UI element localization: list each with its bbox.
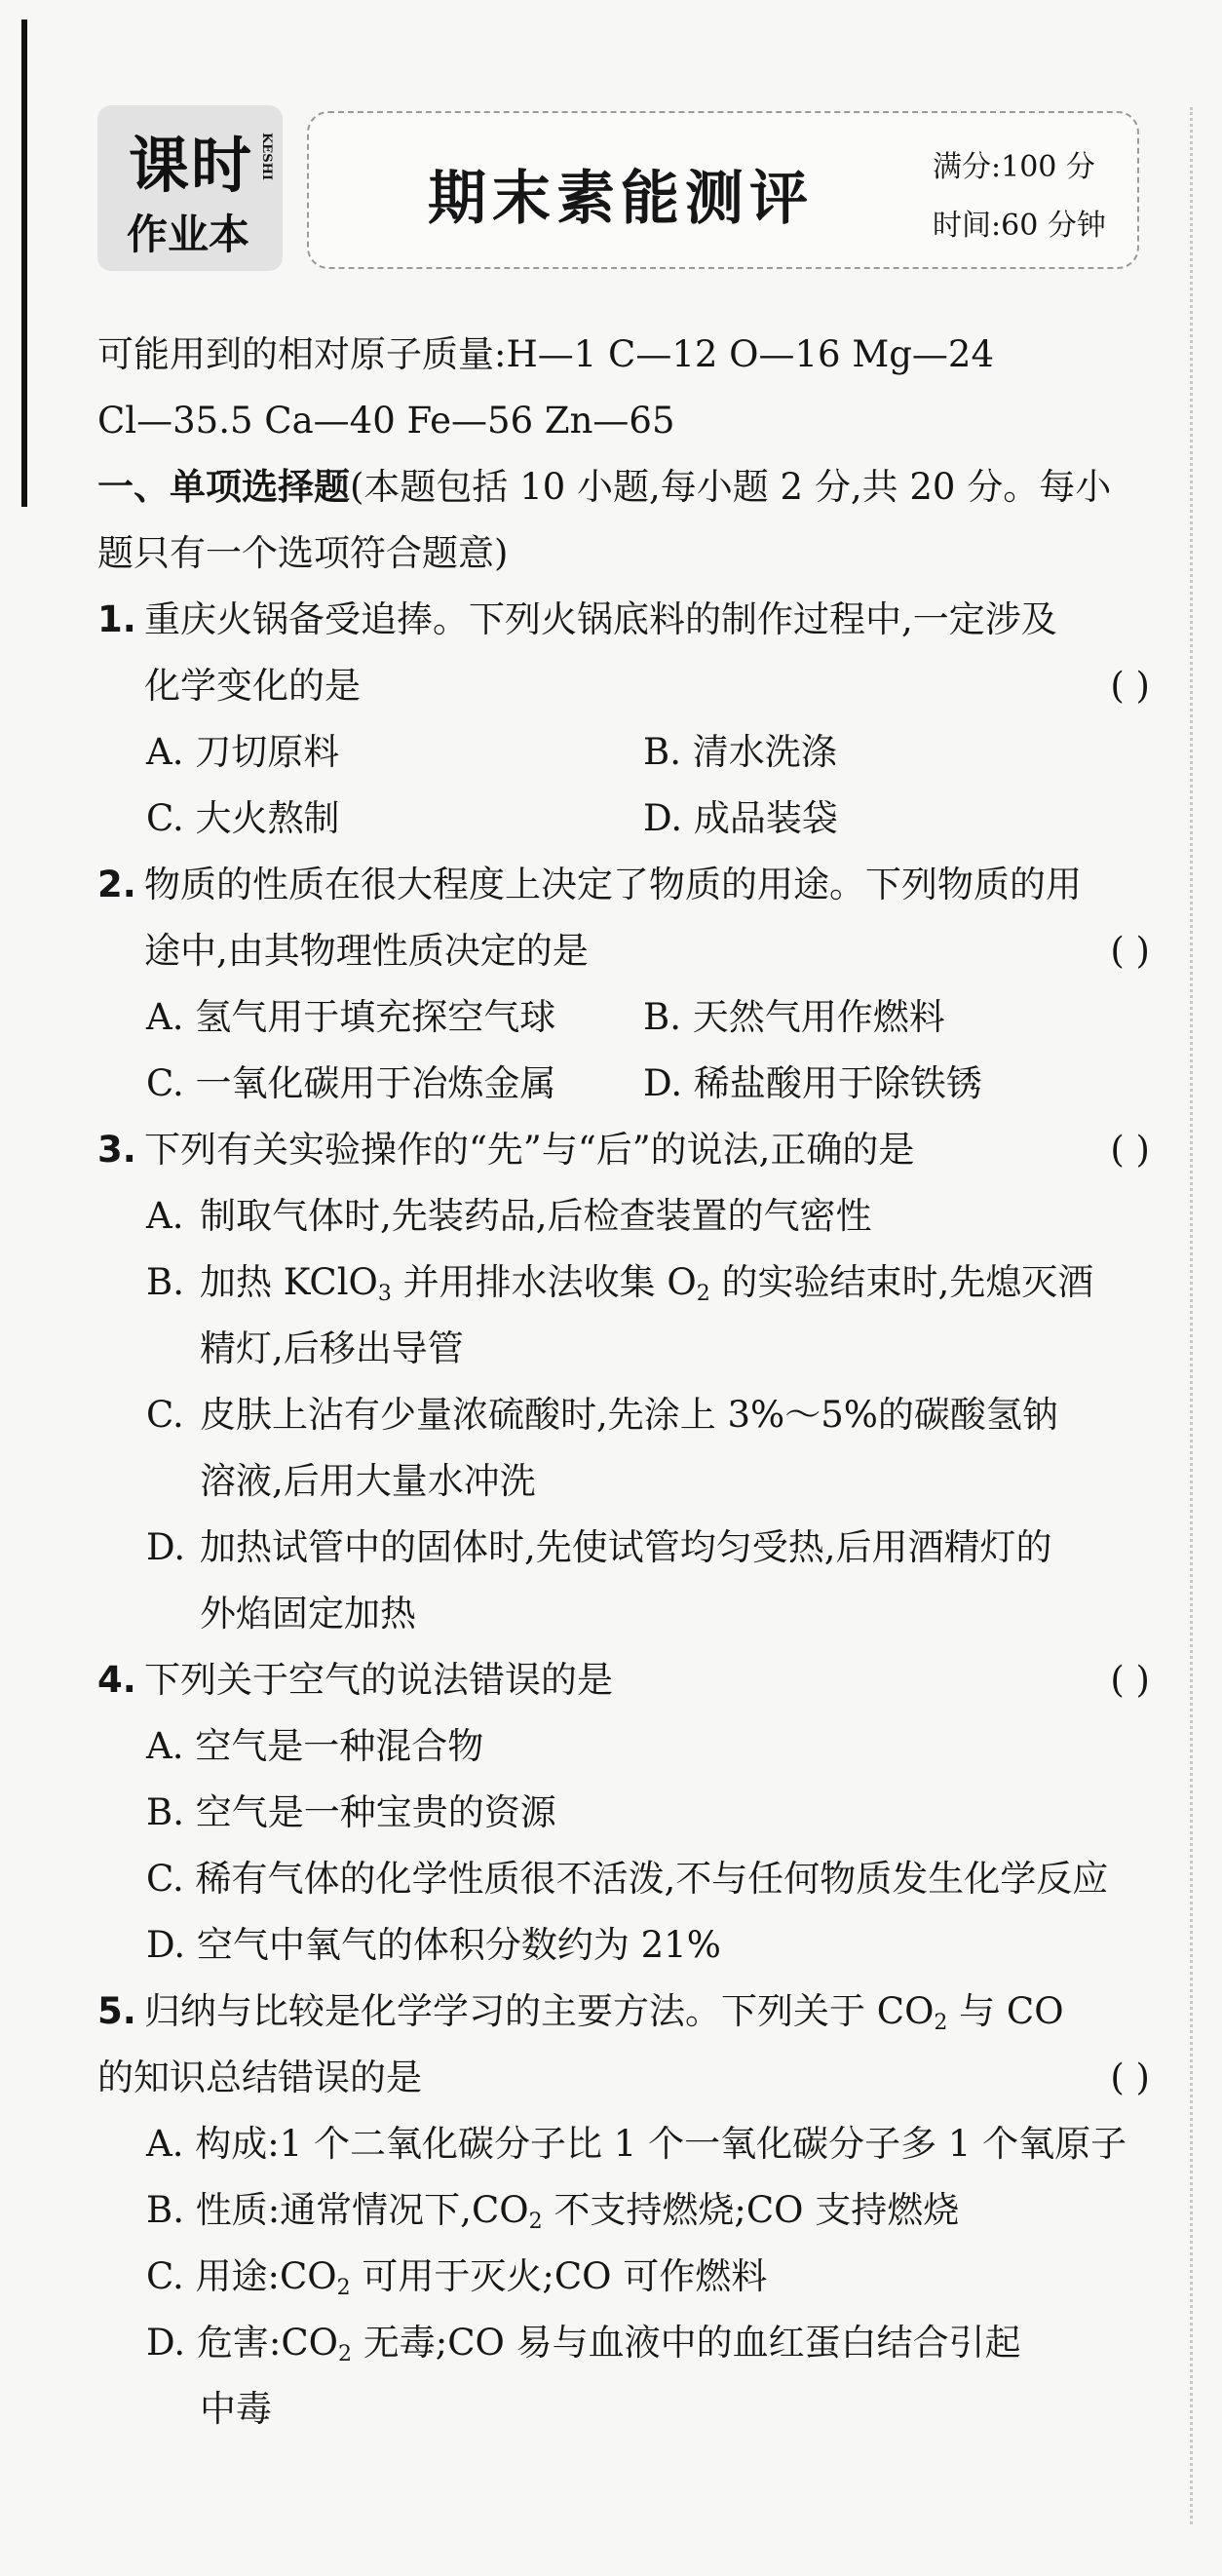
- section-title: 一、单项选择题: [97, 466, 350, 508]
- time-limit: 时间:60 分钟: [933, 209, 1106, 243]
- page-title: 期末素能测评: [428, 165, 814, 233]
- option-text: 的实验结束时,先熄灭酒: [709, 1261, 1094, 1303]
- subscript: 2: [934, 2011, 948, 2035]
- option-text: 并用排水法收集 O: [391, 1261, 697, 1303]
- question-stem-2: 的知识总结错误的是: [97, 2057, 422, 2098]
- options-row: [97, 786, 1150, 852]
- question-2: [97, 852, 1150, 918]
- question-number: 3.: [97, 1129, 136, 1171]
- answer-bracket: ( ): [1110, 1129, 1150, 1171]
- section-desc-2: 题只有一个选项符合题意): [97, 532, 509, 574]
- page-edge-bar: [21, 19, 27, 507]
- logo-title: 课时: [129, 130, 254, 201]
- option-text: 制取气体时,先装药品,后检查装置的气密性: [200, 1195, 872, 1237]
- option-text: 加热 KClO: [200, 1261, 378, 1303]
- subscript: 2: [336, 2276, 351, 2300]
- question-1: [97, 587, 1150, 653]
- section-heading: [97, 454, 1150, 520]
- question-stem: 重庆火锅备受追捧。下列火锅底料的制作过程中,一定涉及: [144, 598, 1057, 640]
- option-d: D. 成品装袋: [643, 797, 838, 839]
- subscript: 2: [696, 1282, 710, 1306]
- option-a: A. 刀切原料: [146, 731, 340, 773]
- option-b-cont: 精灯,后移出导管: [200, 1327, 464, 1369]
- question-stem-cont: [97, 653, 1150, 719]
- answer-bracket: ( ): [1110, 2057, 1150, 2098]
- option-text: B. 性质:通常情况下,CO: [146, 2189, 529, 2231]
- answer-bracket: ( ): [1110, 1659, 1150, 1701]
- exam-content: [97, 322, 1150, 2442]
- option-c: C. 大火熬制: [146, 797, 340, 839]
- option-text: D. 危害:CO: [146, 2322, 338, 2364]
- option-b: B. 清水洗涤: [643, 731, 837, 773]
- option-label: C.: [146, 1394, 184, 1436]
- option-text: 不支持燃烧;CO 支持燃烧: [542, 2189, 960, 2231]
- option-b: B. 天然气用作燃料: [643, 996, 945, 1038]
- option-text: 加热试管中的固体时,先使试管均匀受热,后用酒精灯的: [200, 1526, 1052, 1568]
- option-c: C. 稀有气体的化学性质很不活泼,不与任何物质发生化学反应: [146, 1858, 1109, 1900]
- option-text: 皮肤上沾有少量浓硫酸时,先涂上 3%～5%的碳酸氢钠: [200, 1394, 1058, 1436]
- atomic-mass-line-1: 可能用到的相对原子质量:H—1 C—12 O—16 Mg—24: [97, 333, 995, 375]
- option-text: C. 用途:CO: [146, 2255, 337, 2297]
- question-number: 5.: [97, 1990, 136, 2032]
- question-4: [97, 1647, 1150, 1713]
- option-c-cont: 溶液,后用大量水冲洗: [200, 1460, 536, 1502]
- answer-bracket: ( ): [1110, 930, 1150, 972]
- options-row: [97, 719, 1150, 786]
- question-stem: 下列关于空气的说法错误的是: [144, 1659, 613, 1701]
- question-5: [97, 1979, 1150, 2045]
- option-d: [97, 2310, 1150, 2376]
- option-label: A.: [146, 1195, 184, 1237]
- question-stem: 下列有关实验操作的“先”与“后”的说法,正确的是: [144, 1129, 915, 1171]
- logo-subtitle: 作业本: [127, 211, 250, 258]
- option-d: D. 稀盐酸用于除铁锈: [643, 1062, 982, 1104]
- question-stem: 物质的性质在很大程度上决定了物质的用途。下列物质的用: [144, 864, 1082, 905]
- option-c: [97, 2244, 1150, 2310]
- options-row: [97, 984, 1150, 1051]
- option-a: [97, 1183, 1150, 1250]
- option-label: D.: [146, 1526, 186, 1568]
- option-label: B.: [146, 1261, 184, 1303]
- subscript: 2: [528, 2210, 543, 2234]
- full-score: 满分:100 分: [933, 150, 1095, 184]
- question-stem: 与 CO: [947, 1990, 1064, 2032]
- option-text: 无毒;CO 易与血液中的血红蛋白结合引起: [351, 2322, 1021, 2364]
- option-b: [97, 2177, 1150, 2244]
- option-d: D. 空气中氧气的体积分数约为 21%: [146, 1924, 721, 1966]
- atomic-mass-line-2: Cl—35.5 Ca—40 Fe—56 Zn—65: [97, 400, 675, 442]
- options-row: [97, 1051, 1150, 1117]
- question-stem-cont: [97, 2045, 1150, 2111]
- page-header: [97, 97, 1150, 283]
- answer-bracket: ( ): [1110, 665, 1150, 707]
- question-number: 4.: [97, 1659, 136, 1701]
- option-a: A. 氢气用于填充探空气球: [146, 996, 556, 1038]
- title-box: [307, 111, 1139, 269]
- option-d-cont: 中毒: [200, 2388, 272, 2430]
- option-a: A. 空气是一种混合物: [146, 1725, 484, 1767]
- question-stem-2: 化学变化的是: [144, 665, 361, 707]
- question-number: 1.: [97, 598, 136, 640]
- question-stem-2: 途中,由其物理性质决定的是: [144, 930, 589, 972]
- subscript: 3: [377, 1282, 392, 1306]
- option-a: A. 构成:1 个二氧化碳分子比 1 个一氧化碳分子多 1 个氧原子: [146, 2123, 1127, 2165]
- question-stem-cont: [97, 918, 1150, 984]
- cut-line: [1190, 107, 1193, 2524]
- option-d-cont: 外焰固定加热: [200, 1593, 416, 1634]
- question-stem: 归纳与比较是化学学习的主要方法。下列关于 CO: [144, 1990, 935, 2032]
- option-b: [97, 1250, 1150, 1316]
- logo-tag: KESHI: [259, 133, 274, 180]
- logo: [97, 105, 283, 271]
- section-desc: (本题包括 10 小题,每小题 2 分,共 20 分。每小: [350, 466, 1112, 508]
- option-text: 可用于灭火;CO 可作燃料: [350, 2255, 768, 2297]
- question-number: 2.: [97, 864, 136, 905]
- option-c: C. 一氧化碳用于冶炼金属: [146, 1062, 556, 1104]
- option-d: [97, 1515, 1150, 1581]
- question-3: [97, 1117, 1150, 1183]
- subscript: 2: [337, 2342, 352, 2366]
- option-b: B. 空气是一种宝贵的资源: [146, 1791, 556, 1833]
- option-c: [97, 1382, 1150, 1448]
